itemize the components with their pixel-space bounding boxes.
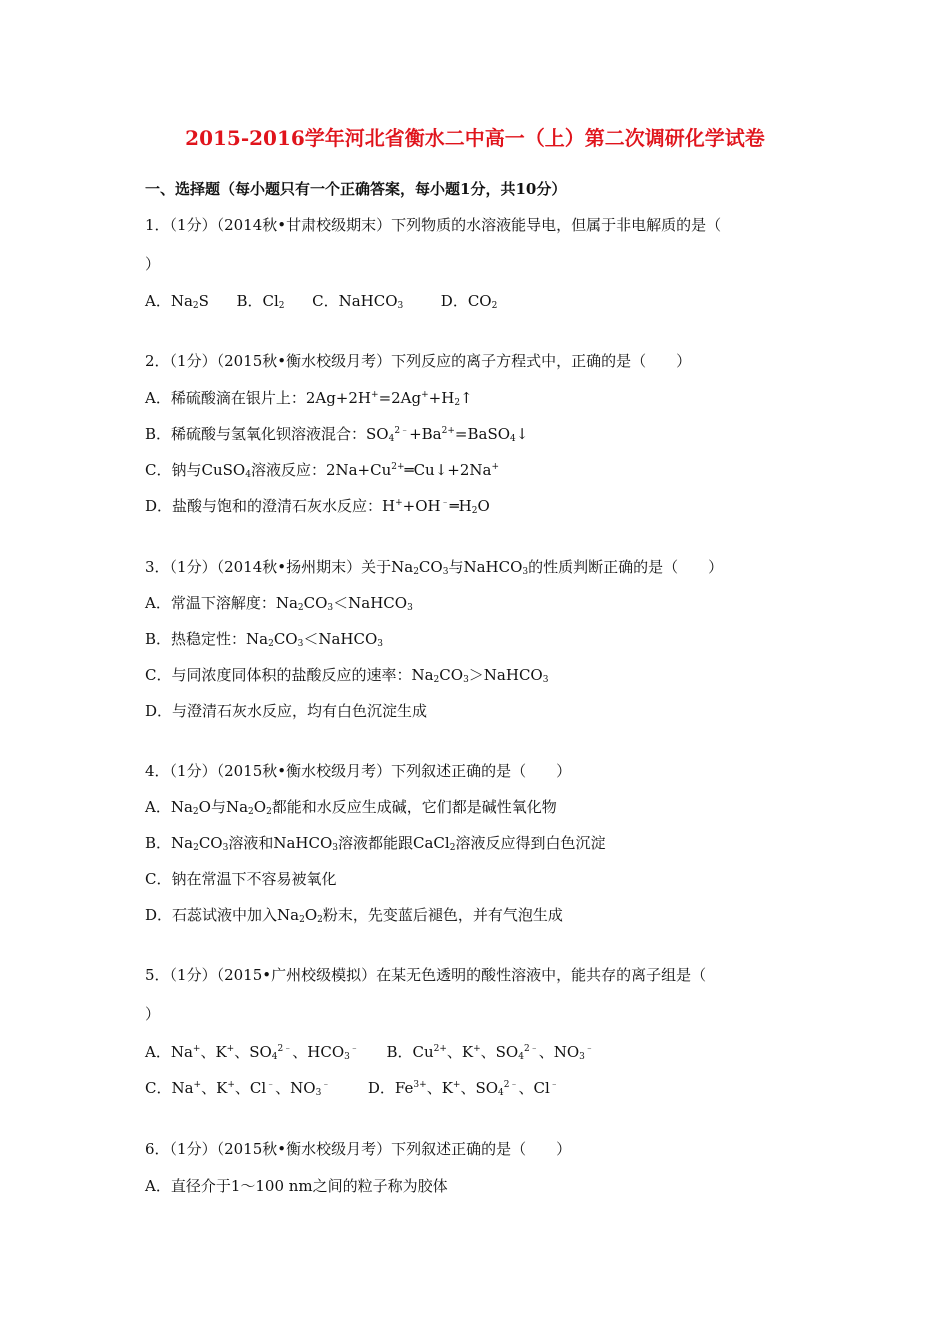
question-1-stem: 1．（1分）（2014秋•甘肃校级期末）下列物质的水溶液能导电，但属于非电解质的是（ [145, 216, 722, 234]
option-d: D．$Fe^{3+}$、K+、$SO_4^{2﹣}$、Cl﹣ [367, 1079, 559, 1098]
question-2-option-b: B．稀硫酸与氢氧化钡溶液混合：$SO_4^{2﹣}+Ba^{2+}=BaSO_4↓$ [145, 425, 529, 444]
question-2-option-d: D．盐酸与饱和的澄清石灰水反应：$H^++OH^﹣═H_2O$ [145, 497, 490, 516]
document-title: 2015-2016学年河北省衡水二中高一（上）第二次调研化学试卷 [185, 126, 765, 150]
question-3-stem: 3．（1分）（2014秋•扬州期末）关于$Na_2CO_3$与NaHCO$_3$的性质判断正确的是（ ） [145, 558, 724, 577]
question-3-option-c: C．与同浓度同体积的盐酸反应的速率：$Na_2CO_3>NaHCO_3$ [145, 666, 549, 685]
question-2-option-c: C．钠与CuSO$_4$溶液反应：$2Na+Cu^{2+}═Cu↓+2Na^+$ [145, 461, 500, 480]
question-3-option-a: A．常温下溶解度：$Na_2CO_3<NaHCO_3$ [145, 594, 413, 613]
question-5-options-cd [145, 1077, 559, 1098]
question-1-stem-end: ） [145, 255, 161, 273]
question-3-option-d: D．与澄清石灰水反应，均有白色沉淀生成 [145, 702, 428, 720]
question-1-options [145, 290, 497, 311]
question-6-option-a: A．直径介于1～100 nm之间的粒子称为胶体 [145, 1177, 448, 1195]
section-heading: 一、选择题（每小题只有一个正确答案，每小题1分，共10分） [145, 180, 567, 198]
question-3-option-b: B．热稳定性：$Na_2CO_3<NaHCO_3$ [145, 630, 384, 649]
option-b: B．$Cl_2$ [236, 292, 285, 311]
question-5-stem-end: ） [145, 1005, 161, 1023]
option-c: C．NaHCO$_3$ [312, 292, 404, 311]
question-5-options-ab [145, 1041, 594, 1062]
question-4-option-b: B．$Na_2CO_3$溶液和NaHCO$_3$溶液都能跟CaCl$_2$溶液反应得到白色沉淀 [145, 834, 606, 853]
question-5-stem: 5．（1分）（2015•广州校级模拟）在某无色透明的酸性溶液中，能共存的离子组是（ [145, 966, 707, 984]
question-4-stem: 4．（1分）（2015秋•衡水校级月考）下列叙述正确的是（ ） [145, 762, 572, 780]
option-c: C．Na+、K+、Cl﹣、$NO_3^﹣$ [145, 1079, 331, 1098]
option-a: A．Na+、K+、$SO_4^{2﹣}$、$HCO_3^﹣$ [145, 1043, 359, 1062]
question-4-option-c: C．钠在常温下不容易被氧化 [145, 870, 337, 888]
option-b: B．$Cu^{2+}$、K+、$SO_4^{2﹣}$、$NO_3^﹣$ [386, 1043, 594, 1062]
question-4-option-a: A．$Na_2O$与$Na_2O_2$都能和水反应生成碱，它们都是碱性氧化物 [145, 798, 557, 817]
question-2-stem: 2．（1分）（2015秋•衡水校级月考）下列反应的离子方程式中，正确的是（ ） [145, 352, 692, 370]
option-d: D．$CO_2$ [440, 292, 498, 311]
question-2-option-a: A．稀硫酸滴在银片上：$2Ag+2H^+=2Ag^++H_2↑$ [145, 389, 473, 408]
option-a: A．$Na_2S$ [145, 292, 209, 311]
question-6-stem: 6．（1分）（2015秋•衡水校级月考）下列叙述正确的是（ ） [145, 1140, 572, 1158]
question-4-option-d: D．石蕊试液中加入$Na_2O_2$粉末，先变蓝后褪色，并有气泡生成 [145, 906, 563, 925]
